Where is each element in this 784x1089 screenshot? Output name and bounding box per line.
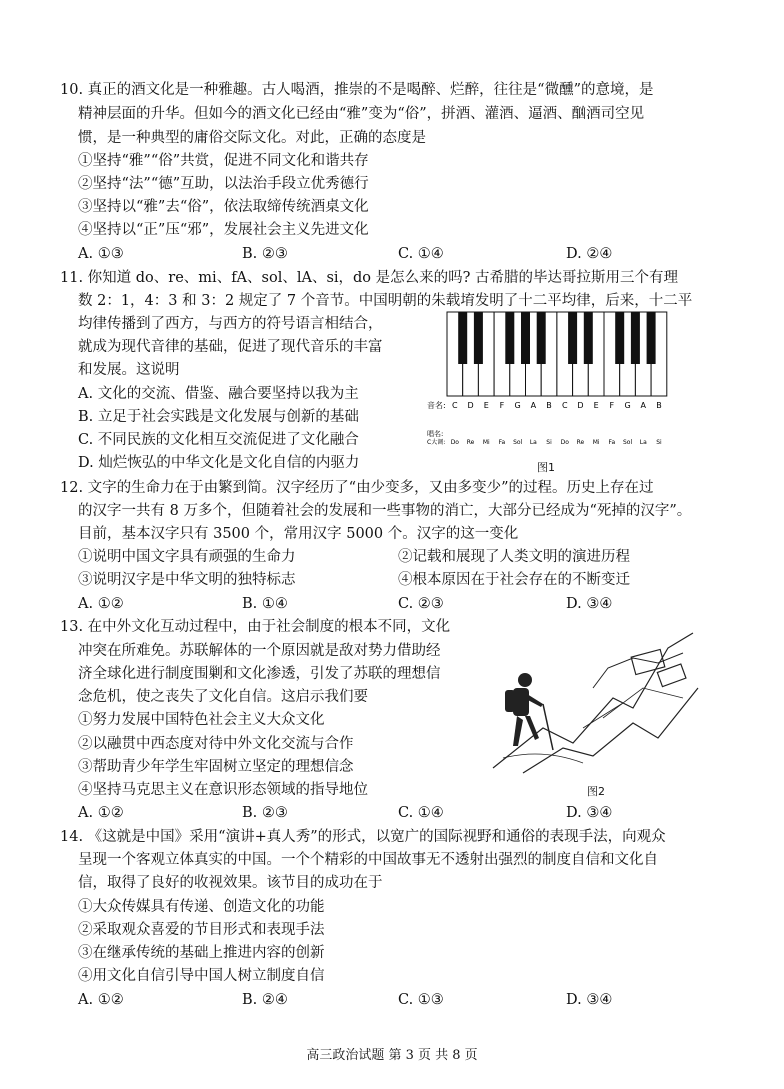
solfege-label: La <box>529 439 537 446</box>
note-row-label: 音名: <box>427 401 446 410</box>
solfege-label: Re <box>466 439 475 446</box>
q13-line-3: 济全球化进行制度围剿和文化渗透，引发了苏联的理想信 <box>78 666 441 682</box>
q14-option-1: ①大众传媒具有传递、创造文化的功能 <box>78 899 325 915</box>
q13-answer-c: C. ①④ <box>398 805 444 821</box>
q14-line-3: 信，取得了良好的收视效果。该节目的成功在于 <box>78 875 383 891</box>
solfege-row-label: 唱名: <box>427 430 444 438</box>
q12-option-1: ①说明中国文字具有顽强的生命力 <box>78 549 296 565</box>
q11-option-b: B. 立足于社会实践是文化发展与创新的基础 <box>78 409 359 425</box>
solfege-label: Fa <box>498 439 506 446</box>
solfege-label: Si <box>656 439 662 446</box>
q12-answer-c: C. ②③ <box>398 596 444 612</box>
note-name-label: F <box>499 401 505 410</box>
piano-black-key <box>521 312 530 364</box>
q11-line-3: 均律传播到了西方，与西方的符号语言相结合， <box>78 316 383 332</box>
q11-option-d: D. 灿烂恢弘的中华文化是文化自信的内驱力 <box>78 455 360 471</box>
q12-line-2: 的汉字一共有 8 万多个，但随着社会的发展和一些事物的消亡，大部分已经成为“死掉的汉字”。 <box>78 503 692 519</box>
q13-option-3: ③帮助青少年学生牢固树立坚定的理想信念 <box>78 759 354 775</box>
q13-answer-a: A. ①② <box>78 805 124 821</box>
q10-answer-c: C. ①④ <box>398 246 444 262</box>
q13-line-1: 13. 在中外文化互动过程中，由于社会制度的根本不同，文化 <box>60 619 451 635</box>
note-name-label: E <box>593 401 599 410</box>
q13-option-1: ①努力发展中国特色社会主义大众文化 <box>78 712 325 728</box>
piano-keyboard-figure <box>427 312 672 446</box>
piano-black-key <box>568 312 577 364</box>
q14-line-1: 14. 《这就是中国》采用“演讲+真人秀”的形式，以宽广的国际视野和通俗的表现手法，向观众 <box>60 829 666 845</box>
q10-line-1: 10. 真正的酒文化是一种雅趣。古人喝酒，推崇的不是喝醉、烂醉，往往是“微醺”的意境，是 <box>60 82 654 98</box>
q12-option-3: ③说明汉字是中华文明的独特标志 <box>78 572 296 588</box>
piano-black-key <box>631 312 640 364</box>
q11-option-a: A. 文化的交流、借鉴、融合要坚持以我为主 <box>78 386 359 402</box>
hiker-climbing-mountain-illustration <box>483 628 703 778</box>
note-name-label: B <box>546 401 552 410</box>
solfege-label: Re <box>576 439 585 446</box>
q14-answer-d: D. ③④ <box>566 992 613 1008</box>
q11-option-c: C. 不同民族的文化相互交流促进了文化融合 <box>78 432 359 448</box>
note-name-label: A <box>640 401 646 410</box>
q14-answer-b: B. ②④ <box>242 992 288 1008</box>
q11-line-4: 就成为现代音律的基础，促进了现代音乐的丰富 <box>78 339 383 355</box>
note-name-label: C <box>452 401 458 410</box>
q10-option-4: ④坚持以“正”压“邪”，发展社会主义先进文化 <box>78 222 369 238</box>
solfege-label: Sol <box>513 439 523 446</box>
q10-option-3: ③坚持以“雅”去“俗”，依法取缔传统酒桌文化 <box>78 199 369 215</box>
q14-option-4: ④用文化自信引导中国人树立制度自信 <box>78 968 325 984</box>
q10-line-2: 精神层面的升华。但如今的酒文化已经由“雅”变为“俗”，拼酒、灌酒、逼酒、酗酒司空见 <box>78 106 645 122</box>
solfege-label: Do <box>450 439 459 446</box>
q12-answer-b: B. ①④ <box>242 596 288 612</box>
q12-option-2: ②记载和展现了人类文明的演进历程 <box>398 549 630 565</box>
q10-option-1: ①坚持“雅”“俗”共赏，促进不同文化和谐共存 <box>78 153 369 169</box>
piano-black-key <box>584 312 593 364</box>
solfege-label: La <box>639 439 647 446</box>
q11-line-2: 数 2：1，4：3 和 3：2 规定了 7 个音节。中国明朝的朱载堉发明了十二平均律，后来，十二平 <box>78 293 693 309</box>
q11-line-5: 和发展。这说明 <box>78 362 180 378</box>
note-name-label: D <box>577 401 584 410</box>
q13-answer-d: D. ③④ <box>566 805 613 821</box>
q10-answer-d: D. ②④ <box>566 246 613 262</box>
piano-black-key <box>505 312 514 364</box>
q12-answer-d: D. ③④ <box>566 596 613 612</box>
figure-1-caption: 图1 <box>537 461 555 474</box>
q13-line-4: 念危机，使之丧失了文化自信。这启示我们要 <box>78 689 368 705</box>
solfege-label: Do <box>560 439 569 446</box>
q13-option-2: ②以融贯中西态度对待中外文化交流与合作 <box>78 736 354 752</box>
note-name-label: C <box>561 401 568 410</box>
q13-line-2: 冲突在所难免。苏联解体的一个原因就是敌对势力借助经 <box>78 643 441 659</box>
page-footer: 高三政治试题 第 3 页 共 8 页 <box>306 1048 478 1063</box>
piano-black-key <box>647 312 656 364</box>
q14-option-2: ②采取观众喜爱的节目形式和表现手法 <box>78 922 325 938</box>
note-name-label: A <box>530 401 537 410</box>
figure-2-caption: 图2 <box>587 785 605 798</box>
note-name-label: B <box>656 401 662 410</box>
note-name-label: E <box>483 401 489 410</box>
q12-line-3: 目前，基本汉字只有 3500 个，常用汉字 5000 个。汉字的这一变化 <box>78 526 519 542</box>
piano-black-key <box>474 312 483 364</box>
note-name-label: F <box>609 401 615 410</box>
q12-line-1: 12. 文字的生命力在于由繁到简。汉字经历了“由少变多，又由多变少”的过程。历史上存在过 <box>60 480 654 496</box>
solfege-label: Fa <box>608 439 616 446</box>
solfege-label: Mi <box>592 439 600 446</box>
solfege-label: Sol <box>622 439 633 446</box>
q10-answer-a: A. ①③ <box>78 246 124 262</box>
q12-answer-a: A. ①② <box>78 596 124 612</box>
q13-option-4: ④坚持马克思主义在意识形态领域的指导地位 <box>78 782 368 798</box>
c-major-label: C大调: <box>427 439 446 446</box>
q11-line-1: 11. 你知道 do、re、mi、fA、sol、lA、si，do 是怎么来的吗? 古希腊的毕达哥拉斯用三个有理 <box>60 270 679 286</box>
q14-line-2: 呈现一个客观立体真实的中国。一个个精彩的中国故事无不透射出强烈的制度自信和文化自 <box>78 852 658 868</box>
q12-option-4: ④根本原因在于社会存在的不断变迁 <box>398 572 630 588</box>
solfege-label: Si <box>546 439 552 446</box>
q10-line-3: 惯，是一种典型的庸俗交际文化。对此，正确的态度是 <box>78 130 426 146</box>
q14-answer-a: A. ①② <box>78 992 124 1008</box>
q10-answer-b: B. ②③ <box>242 246 288 262</box>
q13-answer-b: B. ②③ <box>242 805 288 821</box>
piano-black-key <box>458 312 467 364</box>
note-name-label: G <box>514 401 521 410</box>
note-name-label: G <box>624 401 631 410</box>
q14-answer-c: C. ①③ <box>398 992 444 1008</box>
piano-black-key <box>537 312 546 364</box>
q14-option-3: ③在继承传统的基础上推进内容的创新 <box>78 945 325 961</box>
note-name-label: D <box>467 401 474 410</box>
piano-black-key <box>615 312 624 364</box>
solfege-label: Mi <box>482 439 490 446</box>
q10-option-2: ②坚持“法”“德”互助，以法治手段立优秀德行 <box>78 176 369 192</box>
